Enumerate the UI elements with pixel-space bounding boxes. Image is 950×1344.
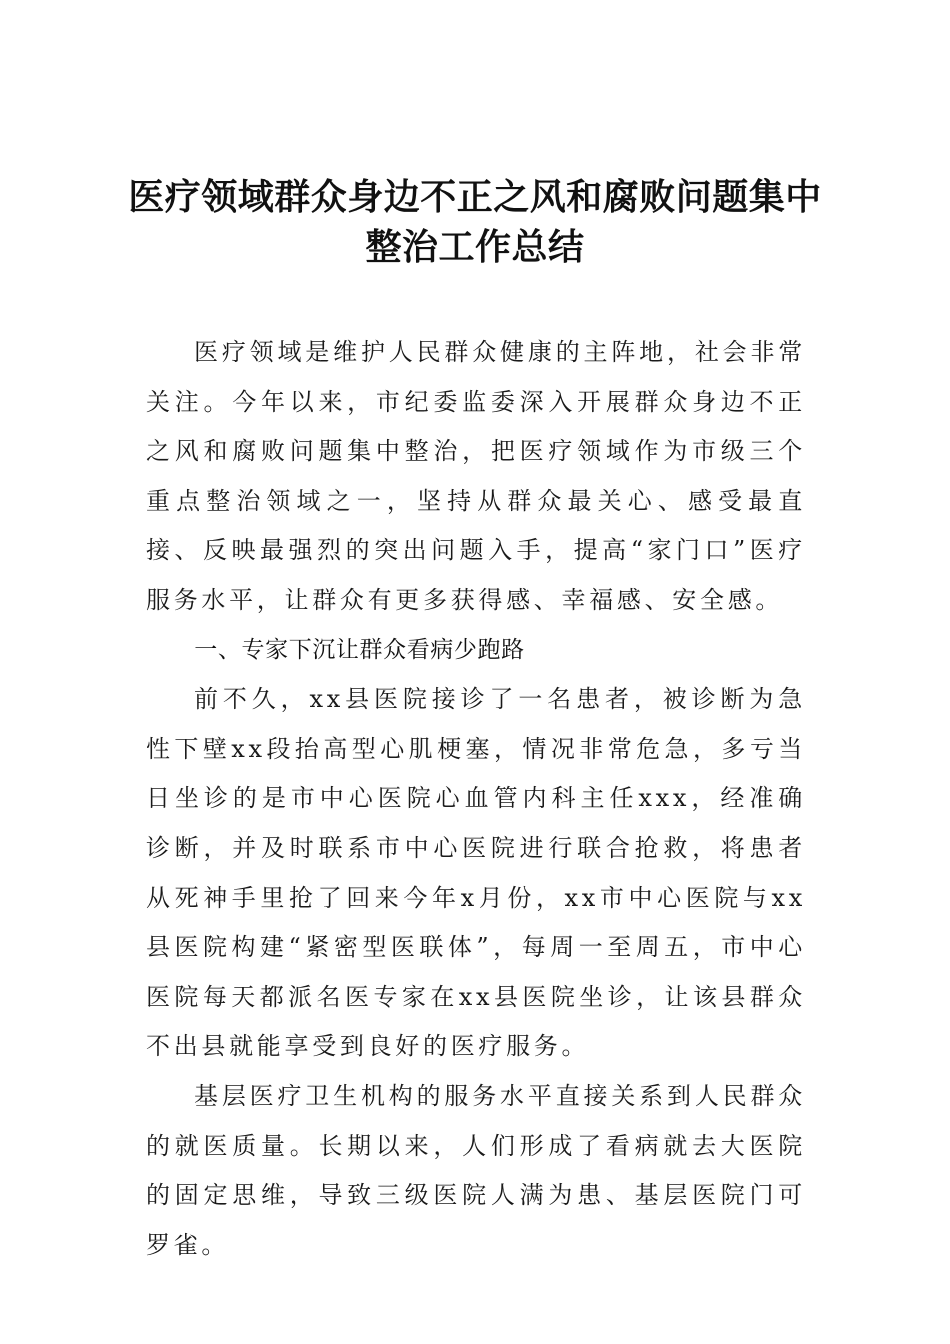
- document-title: 医疗领域群众身边不正之风和腐败问题集中整治工作总结: [128, 176, 822, 268]
- paragraph-grassroots: 基层医疗卫生机构的服务水平直接关系到人民群众的就医质量。长期以来，人们形成了看病就去大医院的固定思维，导致三级医院人满为患、基层医院门可罗雀。: [146, 1081, 806, 1259]
- document-body: [146, 328, 806, 1270]
- section-heading-1: 一、专家下沉让群众看病少跑路: [194, 636, 525, 663]
- paragraph-intro: 医疗领域是维护人民群众健康的主阵地，社会非常关注。今年以来，市纪委监委深入开展群众身边不正之风和腐败问题集中整治，把医疗领域作为市级三个重点整治领域之一，坚持从群众最关心、感受最直接、反映最强烈的突出问题入手，提高“家门口”医疗服务水平，让群众有更多获得感、幸福感、安全感。: [146, 338, 806, 614]
- paragraph-case: 前不久，xx县医院接诊了一名患者，被诊断为急性下壁xx段抬高型心肌梗塞，情况非常危急，多亏当日坐诊的是市中心医院心血管内科主任xxx，经准确诊断，并及时联系市中心医院进行联合抢救，将患者从死神手里抢了回来今年x月份，xx市中心医院与xx县医院构建“紧密型医联体”，每周一至周五，市中心医院每天都派名医专家在xx县医院坐诊，让该县群众不出县就能享受到良好的医疗服务。: [146, 685, 806, 1061]
